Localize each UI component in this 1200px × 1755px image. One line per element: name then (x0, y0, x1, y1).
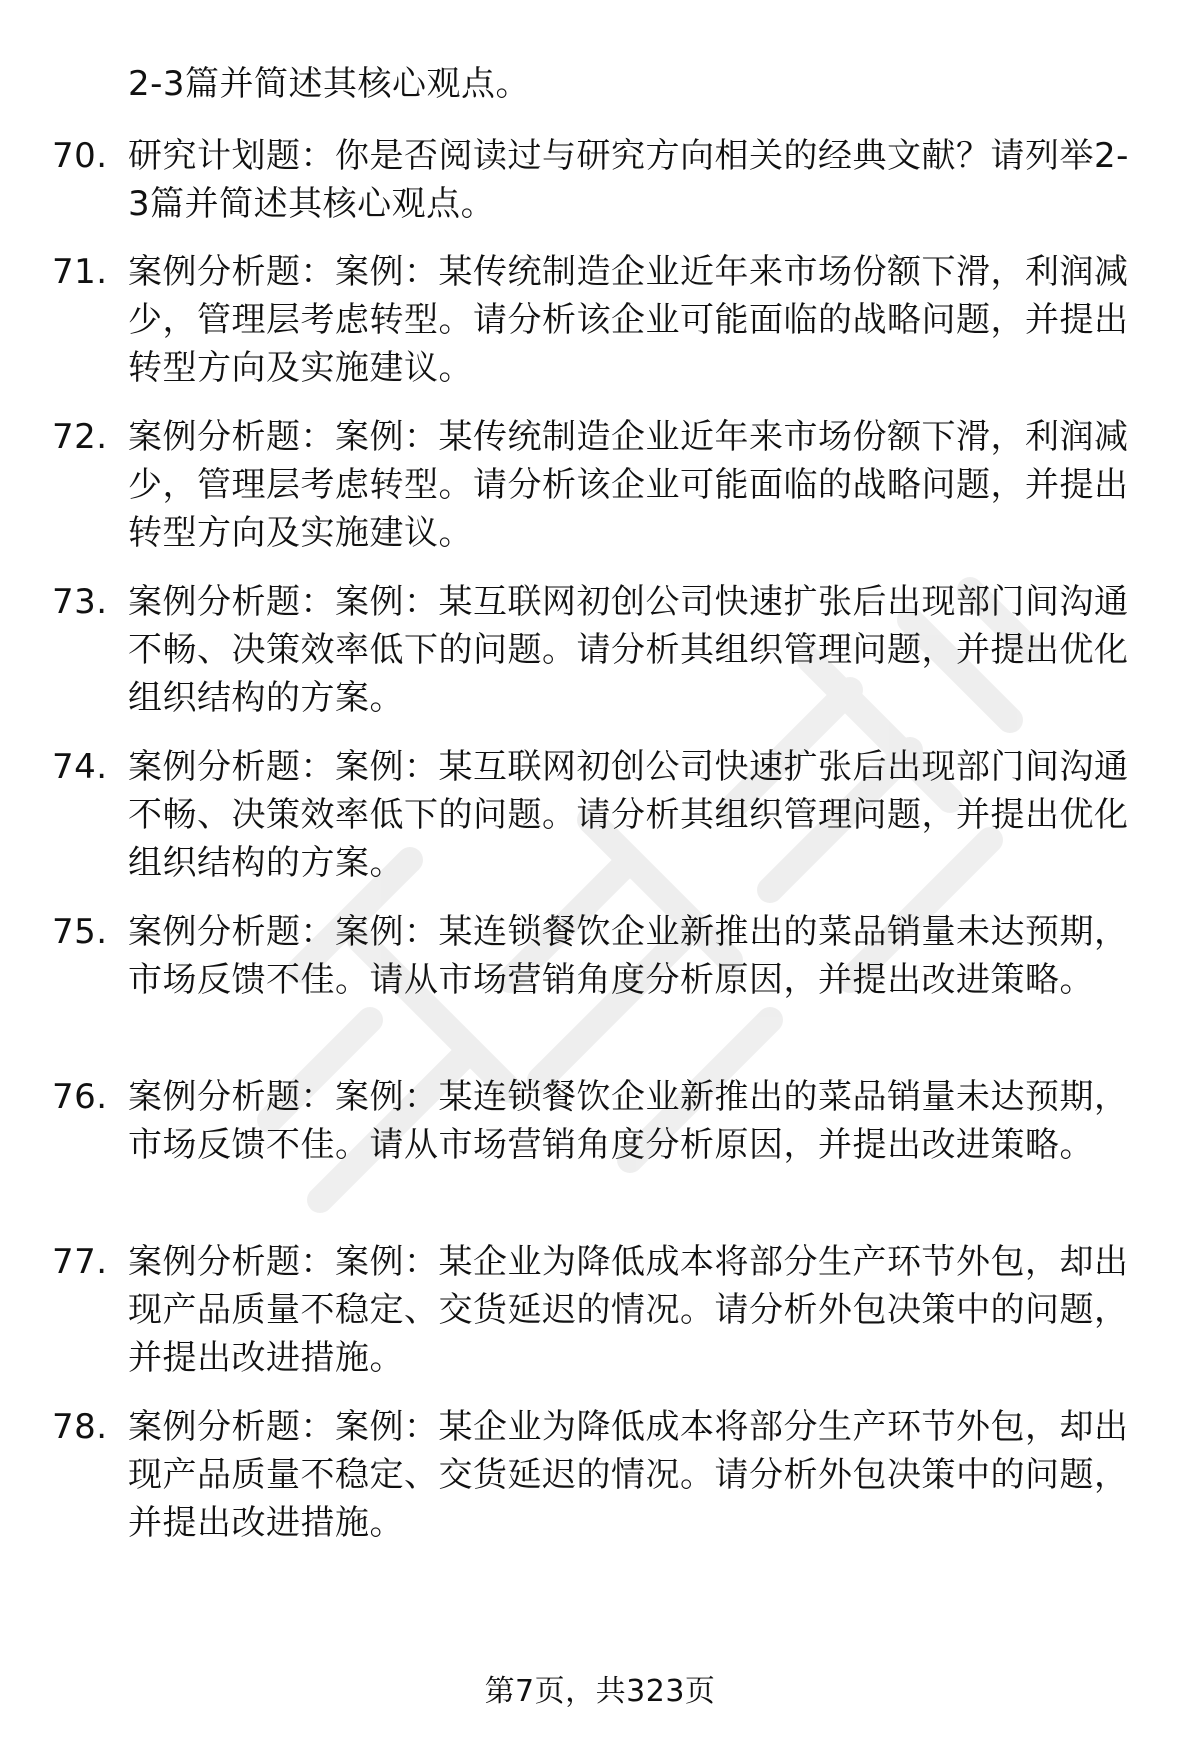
question-text: 案例分析题：案例：某传统制造企业近年来市场份额下滑，利润减少，管理层考虑转型。请分析该企业可能面临的战略问题，并提出转型方向及实施建议。 (128, 252, 1129, 388)
question-text: 案例分析题：案例：某连锁餐饮企业新推出的菜品销量未达预期，市场反馈不佳。请从市场营销角度分析原因，并提出改进策略。 (128, 912, 1129, 1000)
question-text: 案例分析题：案例：某互联网初创公司快速扩张后出现部门间沟通不畅、决策效率低下的问题。请分析其组织管理问题，并提出优化组织结构的方案。 (128, 747, 1129, 883)
continued-text: 2-3篇并简述其核心观点。 (128, 64, 531, 104)
page-footer: 第7页，共323页 (484, 1674, 716, 1709)
question-number: 70. (52, 136, 108, 176)
question-text: 案例分析题：案例：某连锁餐饮企业新推出的菜品销量未达预期，市场反馈不佳。请从市场营销角度分析原因，并提出改进策略。 (128, 1077, 1129, 1165)
question-number: 71. (52, 252, 108, 292)
question-number: 72. (52, 417, 108, 457)
question-text: 案例分析题：案例：某企业为降低成本将部分生产环节外包，却出现产品质量不稳定、交货延迟的情况。请分析外包决策中的问题，并提出改进措施。 (128, 1407, 1129, 1543)
question-number: 76. (52, 1077, 108, 1117)
question-number: 74. (52, 747, 108, 787)
question-text: 案例分析题：案例：某企业为降低成本将部分生产环节外包，却出现产品质量不稳定、交货延迟的情况。请分析外包决策中的问题，并提出改进措施。 (128, 1242, 1129, 1378)
question-text: 研究计划题：你是否阅读过与研究方向相关的经典文献？请列举2-3篇并简述其核心观点。 (128, 136, 1129, 224)
question-text: 案例分析题：案例：某互联网初创公司快速扩张后出现部门间沟通不畅、决策效率低下的问题。请分析其组织管理问题，并提出优化组织结构的方案。 (128, 582, 1129, 718)
question-number: 75. (52, 912, 108, 952)
question-text: 案例分析题：案例：某传统制造企业近年来市场份额下滑，利润减少，管理层考虑转型。请分析该企业可能面临的战略问题，并提出转型方向及实施建议。 (128, 417, 1129, 553)
question-number: 78. (52, 1407, 108, 1447)
question-number: 73. (52, 582, 108, 622)
question-number: 77. (52, 1242, 108, 1282)
